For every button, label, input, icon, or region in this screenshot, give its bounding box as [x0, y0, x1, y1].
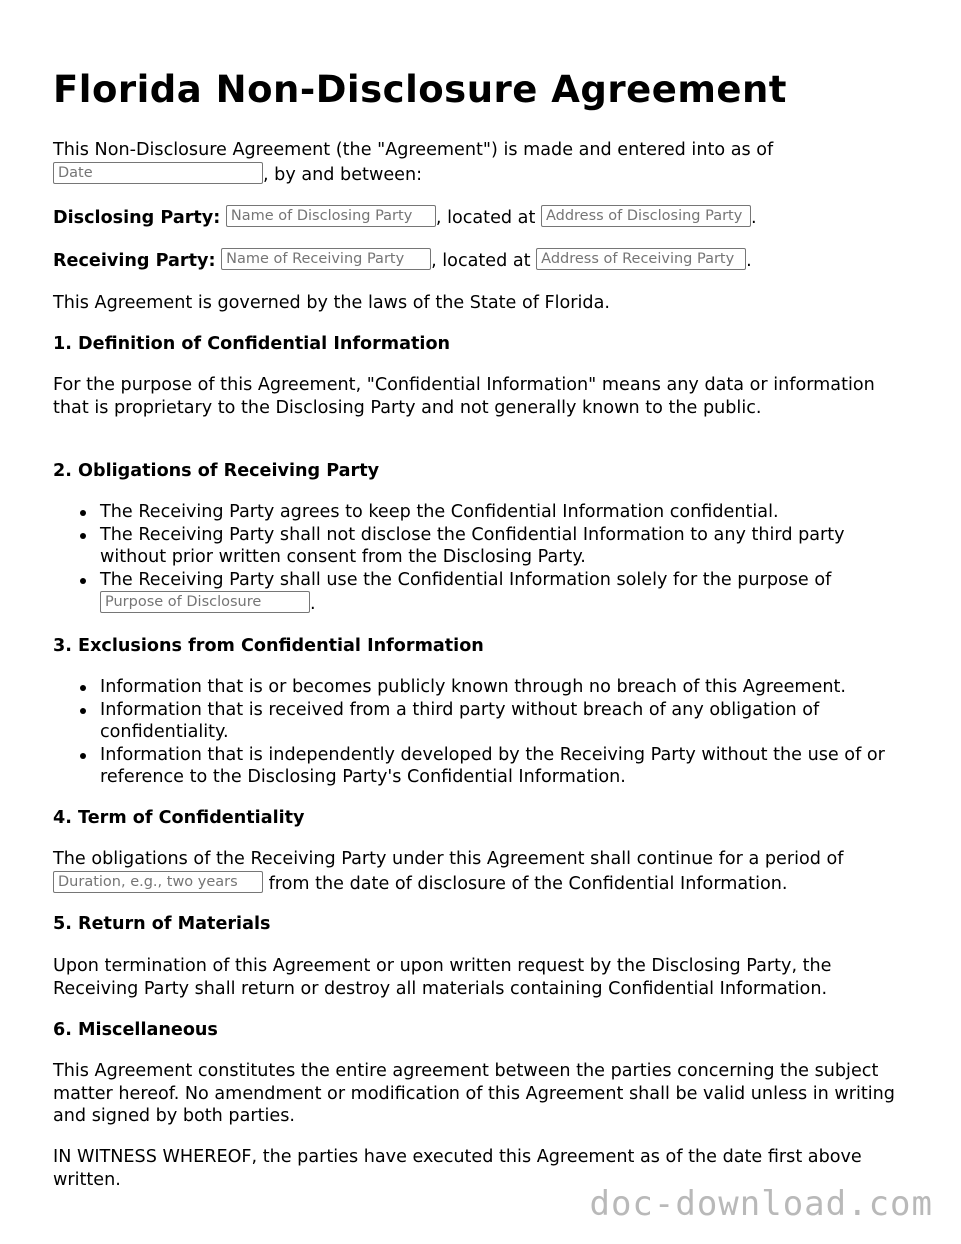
section-2-heading: 2. Obligations of Receiving Party: [53, 461, 380, 481]
section-3-heading: 3. Exclusions from Confidential Information: [53, 636, 484, 656]
list-item: [53, 744, 913, 789]
list-item: [53, 524, 913, 569]
section-5-heading: 5. Return of Materials: [53, 914, 271, 934]
section-4-paragraph: [53, 848, 913, 895]
receiving-party-name-input[interactable]: Name of Receiving Party: [221, 248, 431, 270]
section-2-list: [53, 501, 913, 616]
watermark: doc-download.com: [589, 1184, 933, 1224]
intro-suffix: , by and between:: [263, 164, 423, 185]
list-item: [53, 676, 913, 699]
disclosing-end: .: [750, 208, 757, 228]
disclosing-located-at: , located at: [435, 208, 536, 228]
receiving-party-address-input[interactable]: Address of Receiving Party: [536, 248, 746, 270]
disclosing-party-address-input[interactable]: Address of Disclosing Party: [541, 205, 751, 227]
date-input[interactable]: Date: [53, 162, 263, 184]
list-item-text: The Receiving Party shall use the Confidential Information solely for the purpose of: [100, 569, 832, 590]
witness-text: IN WITNESS WHEREOF, the parties have executed this Agreement as of the date first above written.: [53, 1147, 862, 1190]
list-item: [53, 501, 913, 524]
section-6-heading: 6. Miscellaneous: [53, 1020, 218, 1040]
section-6-text: This Agreement constitutes the entire agreement between the parties concerning the subject matter hereof. No amendment or modification of this Agreement shall be valid unless in writing and signed by both parties.: [53, 1061, 895, 1126]
list-item-text: Information that is received from a third party without breach of any obligation of confidentiality.: [100, 699, 820, 742]
receiving-party-line: [53, 248, 913, 273]
governing-law-text: This Agreement is governed by the laws of the State of Florida.: [53, 293, 610, 313]
page-title: Florida Non-Disclosure Agreement: [53, 68, 787, 111]
intro-paragraph: [53, 139, 913, 186]
disclosing-party-line: [53, 205, 913, 230]
list-item: [53, 699, 913, 744]
receiving-end: .: [746, 251, 752, 271]
section-3-list: [53, 676, 913, 789]
purpose-input[interactable]: Purpose of Disclosure: [100, 591, 310, 613]
list-item-text: Information that is independently developed by the Receiving Party without the use of or reference to the Disclosing Party's Confidential Information.: [100, 744, 885, 787]
list-item-text: The Receiving Party agrees to keep the Confidential Information confidential.: [100, 502, 779, 522]
receiving-located-at: , located at: [431, 251, 531, 271]
section-4-heading: 4. Term of Confidentiality: [53, 808, 305, 828]
receiving-party-label: Receiving Party:: [53, 251, 216, 271]
list-item-text: Information that is or becomes publicly known through no breach of this Agreement.: [100, 677, 847, 697]
section-1-text: For the purpose of this Agreement, "Confidential Information" means any data or information that is proprietary to the Disclosing Party and not generally known to the public.: [53, 375, 875, 418]
duration-input[interactable]: Duration, e.g., two years: [53, 871, 263, 893]
list-item-text: The Receiving Party shall not disclose the Confidential Information to any third party without prior written consent from the Disclosing Party.: [100, 524, 845, 567]
list-item: [53, 569, 913, 616]
section-4-text: The obligations of the Receiving Party under this Agreement shall continue for a period of: [53, 849, 844, 869]
section-4-suffix: from the date of disclosure of the Confidential Information.: [263, 873, 788, 894]
intro-text: This Non-Disclosure Agreement (the "Agreement") is made and entered into as of: [53, 140, 774, 160]
disclosing-party-label: Disclosing Party:: [53, 208, 221, 228]
section-1-heading: 1. Definition of Confidential Information: [53, 334, 451, 354]
purpose-end: .: [310, 594, 316, 614]
section-5-text: Upon termination of this Agreement or upon written request by the Disclosing Party, the Receiving Party shall return or destroy all materials containing Confidential Information.: [53, 956, 832, 999]
disclosing-party-name-input[interactable]: Name of Disclosing Party: [226, 205, 436, 227]
